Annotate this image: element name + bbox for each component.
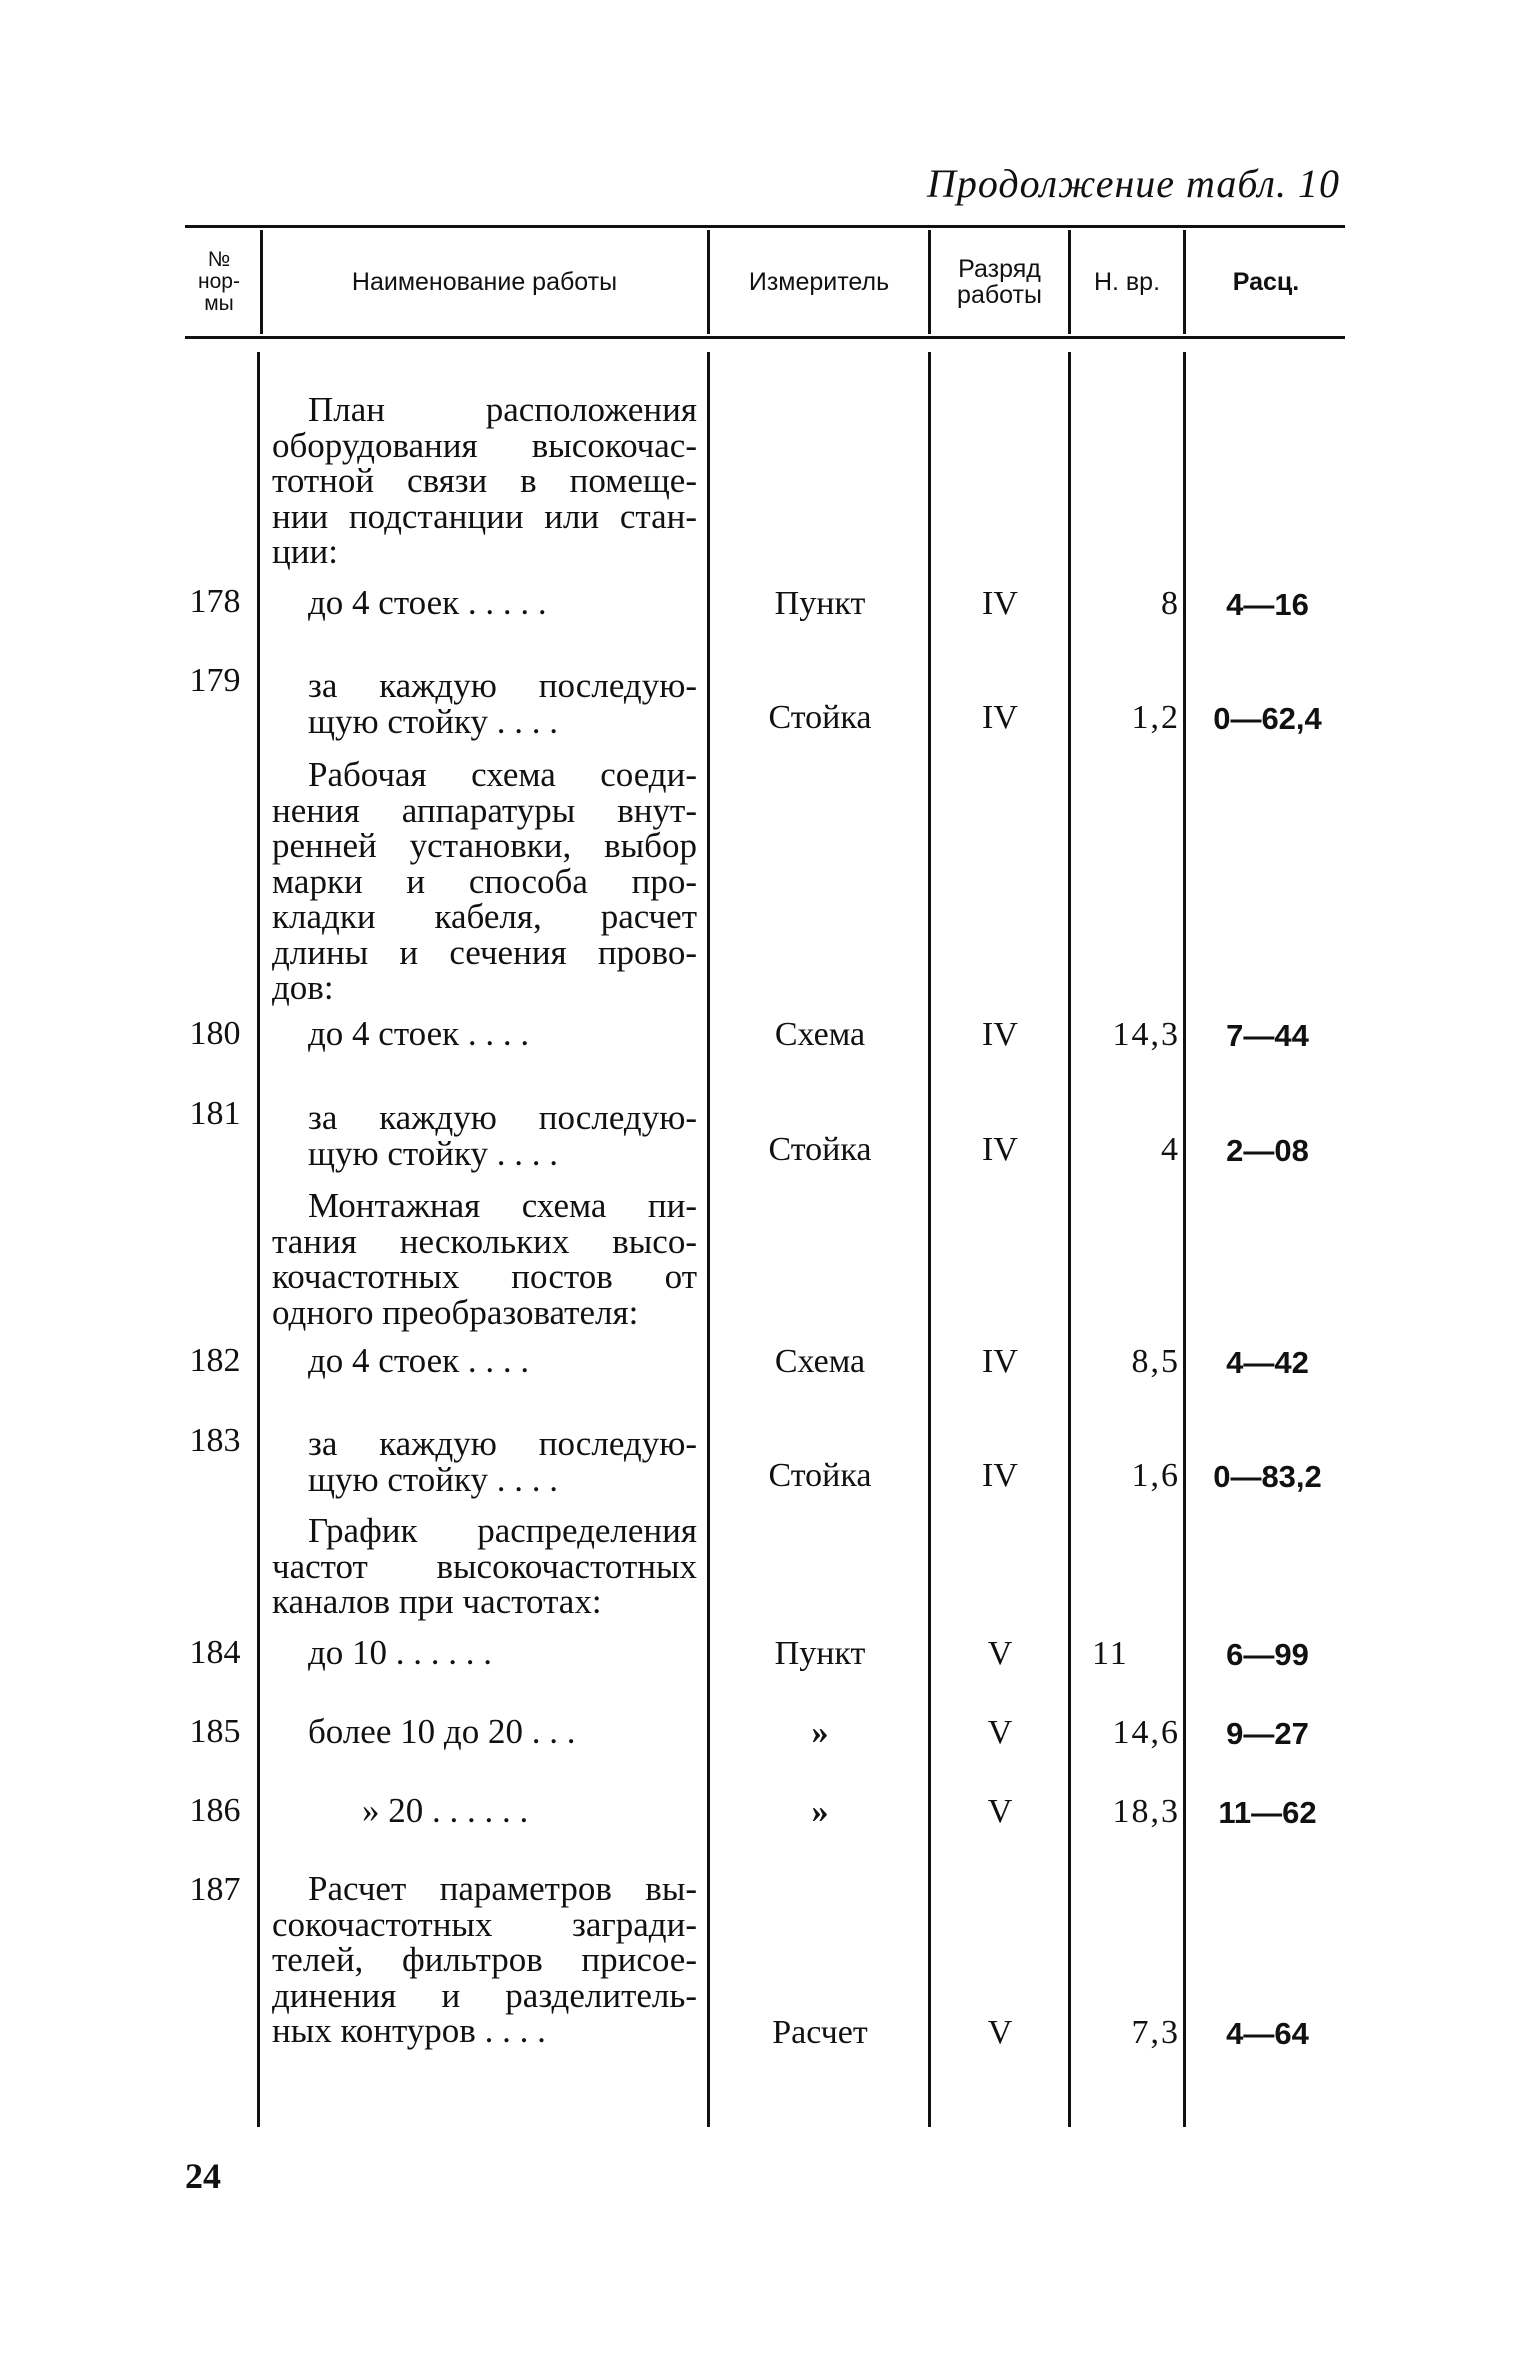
norm-number: 179 [189,662,241,699]
rate-cell: 11—62 [1218,1795,1317,1830]
rank-cell: V [987,2014,1013,2051]
measure-cell: Стойка [768,699,872,736]
text-line: до 4 стоек . . . . [308,1341,530,1380]
rate-cell: 0—62,4 [1213,701,1322,736]
time-cell: 11 [1092,1635,1129,1672]
rate-cell: 6—99 [1226,1637,1309,1672]
measure-cell: Пункт [774,1635,866,1672]
rank-cell: IV [982,1131,1018,1168]
time-cell: 1,6 [1131,1457,1180,1494]
rate-cell: 2—08 [1226,1133,1309,1168]
text-line: План расположения [308,390,697,429]
text-line: каналов при частотах: [272,1582,602,1621]
header-work-rank [931,232,1068,332]
work-name [272,1871,697,2049]
work-name [272,1100,697,1171]
header-line: работы [957,281,1042,309]
norm-number: 187 [189,1871,241,1908]
text-line: кочастотных постов от [272,1257,697,1296]
text-line: до 10 . . . . . . [308,1633,493,1672]
time-cell: 8 [1161,585,1180,622]
rank-cell: V [987,1714,1013,1751]
header-line: нор- [198,270,240,293]
norm-number: 182 [189,1342,241,1379]
text-line: динения и разделитель- [272,1975,697,2015]
header-line: мы [204,292,234,315]
text-line: тания нескольких высо- [272,1221,697,1261]
rank-cell: IV [982,1016,1018,1053]
rate-cell: 9—27 [1226,1716,1309,1751]
text-line: нии подстанции или стан- [272,496,697,536]
measure-cell: Расчет [772,2014,868,2051]
time-cell: 7,3 [1131,2014,1180,2051]
text-line: сокочастотных загради- [272,1904,697,1944]
text-line: за каждую последую- [308,666,697,705]
header-time-norm: Н. вр. [1093,268,1161,296]
text-line: длины и сечения прово- [272,932,697,972]
time-cell: 4 [1161,1131,1180,1168]
work-name [272,1343,697,1379]
measure-cell: Схема [774,1016,866,1053]
text-line: щую стойку . . . . [308,701,558,741]
text-line: за каждую последую- [308,1424,697,1463]
rate-cell: 7—44 [1226,1018,1309,1053]
work-name [272,1793,697,1829]
text-line: Рабочая схема соеди- [308,755,697,794]
work-name [272,1714,697,1750]
measure-cell: Схема [774,1343,866,1380]
time-cell: 1,2 [1131,699,1180,736]
group-heading [272,1188,697,1330]
header-line: № [207,248,231,271]
rank-cell: V [987,1635,1013,1672]
text-line: щую стойку . . . . [308,1133,558,1173]
work-name [272,585,697,621]
text-line: более 10 до 20 . . . [308,1712,576,1751]
measure-cell: » [811,1793,829,1830]
measure-cell: Стойка [768,1457,872,1494]
time-cell: 18,3 [1112,1793,1180,1830]
group-heading [272,392,697,570]
table-top-rule [185,225,1345,228]
norm-number: 178 [189,583,241,620]
rate-cell: 4—42 [1226,1345,1309,1380]
rate-cell: 0—83,2 [1213,1459,1322,1494]
rate-cell: 4—16 [1226,587,1309,622]
text-line: частот высокочастотных [272,1546,697,1586]
work-name [272,668,697,739]
norm-number: 180 [189,1015,241,1052]
text-line: дов: [272,968,334,1007]
group-heading [272,1513,697,1620]
group-heading [272,757,697,1006]
rate-cell: 4—64 [1226,2016,1309,2051]
time-cell: 14,3 [1112,1016,1180,1053]
text-line: щую стойку . . . . [308,1459,558,1499]
text-line: нения аппаратуры внут- [272,790,697,830]
rank-cell: IV [982,585,1018,622]
text-line: Монтажная схема пи- [308,1186,697,1225]
measure-cell: Пункт [774,585,866,622]
header-measure: Измеритель [748,268,890,296]
header-bottom-rule [185,336,1345,339]
page-number: 24 [185,2156,221,2196]
text-line: ных контуров . . . . [272,2011,546,2050]
time-cell: 8,5 [1131,1343,1180,1380]
text-line: ции: [272,532,338,571]
text-line: » 20 . . . . . . [362,1791,529,1830]
header-norm-number [178,232,260,332]
text-line: за каждую последую- [308,1098,697,1137]
rank-cell: V [987,1793,1013,1830]
norm-number: 183 [189,1422,241,1459]
text-line: до 4 стоек . . . . [308,1014,530,1053]
text-line: ренней установки, выбор [272,826,697,865]
header-work-name: Наименование работы [351,268,618,296]
text-line: Расчет параметров вы- [308,1869,697,1908]
text-line: до 4 стоек . . . . . [308,583,547,622]
time-cell: 14,6 [1112,1714,1180,1751]
norm-number: 186 [189,1792,241,1829]
work-name [272,1426,697,1497]
text-line: оборудования высокочас- [272,425,697,465]
table-caption: Продолжение табл. 10 [926,161,1340,206]
text-line: одного преобразователя: [272,1292,639,1332]
norm-number: 185 [189,1713,241,1750]
rank-cell: IV [982,699,1018,736]
measure-cell: Стойка [768,1131,872,1168]
text-line: телей, фильтров присое- [272,1940,697,1979]
header-line: Разряд [958,255,1041,283]
text-line: тотной связи в помеще- [272,461,697,500]
header-rate: Расц. [1232,268,1300,296]
measure-cell: » [811,1714,829,1751]
text-line: График распределения [308,1511,697,1550]
work-name [272,1635,697,1671]
rank-cell: IV [982,1343,1018,1380]
rank-cell: IV [982,1457,1018,1494]
work-name [272,1016,697,1052]
text-line: марки и способа про- [272,861,697,901]
text-line: кладки кабеля, расчет [272,897,697,936]
norm-number: 184 [189,1634,241,1671]
norm-number: 181 [189,1095,241,1132]
